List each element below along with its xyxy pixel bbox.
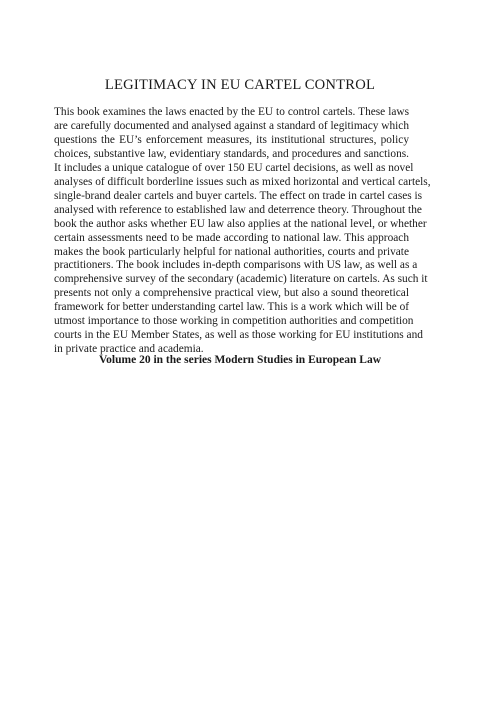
description-line: choices, substantive law, evidentiary standards, and procedures and sanctions. (54, 147, 409, 160)
description-line: in private practice and academia. (54, 343, 204, 356)
description-line: single-brand dealer cartels and buyer cartels. The effect on trade in cartel cases is (54, 189, 423, 202)
description-line: courts in the EU Member States, as well as those working for EU institutions and (54, 329, 423, 342)
book-title: LEGITIMACY IN EU CARTEL CONTROL (104, 77, 376, 93)
description-line: This book examines the laws enacted by the EU to control cartels. These laws (54, 106, 409, 118)
description-line: comprehensive survey of the secondary (academic) literature on cartels. As such it (54, 273, 428, 286)
description-line: analysed with reference to established law and deterrence theory. Throughout the (54, 203, 422, 216)
description-line: certain assessments need to be made according to national law. This approach (54, 231, 409, 244)
series-note: Volume 20 in the series Modern Studies in European Law (98, 354, 382, 366)
description-line: practitioners. The book includes in-depth comparisons with US law, as well as a (54, 259, 418, 272)
description-line: framework for better understanding cartel law. This is a work which will be of (54, 301, 410, 314)
description-line: presents not only a comprehensive practical view, but also a sound theoretical (54, 287, 409, 300)
description-line: questions the EU’s enforcement measures, its institutional structures, policy (54, 133, 409, 146)
description-line: are carefully documented and analysed against a standard of legitimacy which (54, 119, 409, 132)
description-line: makes the book particularly helpful for national authorities, courts and private (54, 245, 409, 258)
book-description (54, 106, 431, 357)
description-line: utmost importance to those working in competition authorities and competition (54, 315, 414, 328)
description-line: It includes a unique catalogue of over 150 EU cartel decisions, as well as novel (54, 161, 414, 174)
description-line: analyses of difficult borderline issues such as mixed horizontal and vertical cartels, (54, 175, 431, 188)
description-line: book the author asks whether EU law also applies at the national level, or whether (54, 217, 427, 230)
